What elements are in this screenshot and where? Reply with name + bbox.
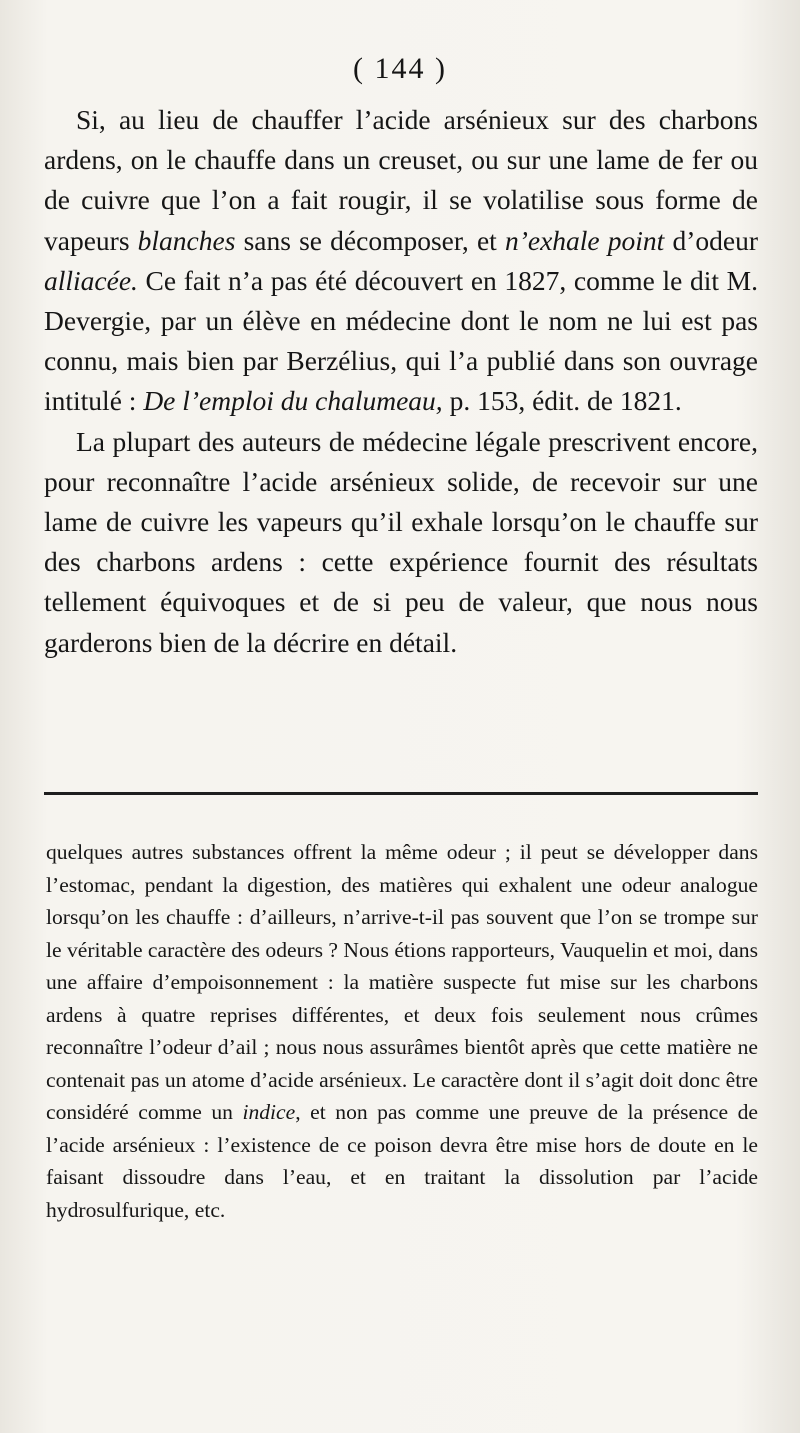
- paragraph-1-italic-blanches: blanches: [137, 224, 236, 256]
- paragraph-1-italic-book-title: De l’emploi du chalumeau,: [143, 385, 443, 417]
- paragraph-1-text-2: sans se décomposer, et: [235, 224, 505, 256]
- footnote: [46, 836, 758, 1226]
- page-number: ( 144 ): [353, 52, 447, 85]
- paragraph-1-italic-nexhale: n’exhale point: [504, 224, 665, 256]
- paragraph-1-text-4: Ce fait n’a pas été découvert en 1827, comme le dit M. Devergie, par un élève en médecine dont le nom ne lui est pas connu, mais bien par Berzélius, qui l’a publié dans son ouvrage intitulé :: [44, 264, 758, 417]
- paragraph-1-text-5: p. 153, édit. de 1821.: [442, 385, 682, 417]
- paragraph-1-text-1: Si, au lieu de chauffer l’acide arsénieux sur des charbons ardens, on le chauffe dans un creuset, ou sur une lame de fer ou de cuivre que l’on a fait rougir, il se volatilise sous forme de vapeurs: [44, 104, 758, 256]
- paragraph-1-text-3: d’odeur: [664, 224, 758, 256]
- footnote-text-2: , et non pas comme une preuve de la présence de l’acide arsénieux : l’existence de ce poison devra être mise hors de doute en le faisant dissoudre dans l’eau, et en traitant la dissolution par l’acide hydrosulfurique, etc.: [46, 1100, 758, 1222]
- footnote-paragraph: [46, 836, 758, 1226]
- footnote-text-1: quelques autres substances offrent la même odeur ; il peut se développer dans l’estomac, pendant la digestion, des matières qui exhalent une odeur analogue lorsqu’on les chauffe : d’ailleurs, n’arrive-t-il pas souvent que l’on se trompe sur le véritable caractère des odeurs ? Nous étions rapporteurs, Vauquelin et moi, dans une affaire d’empoisonnement : la matière suspecte fut mise sur les charbons ardens à quatre reprises différentes, et deux fois seulement nous crûmes reconnaître l’odeur d’ail ; nous nous assurâmes bientôt après que cette matière ne contenait pas un atome d’acide arsénieux. Le caractère dont il s’agit doit donc être considéré comme un: [46, 840, 758, 1124]
- paragraph-1: [44, 100, 758, 422]
- paragraph-1-italic-alliacee: alliacée.: [44, 264, 138, 296]
- footnote-divider: [44, 792, 758, 795]
- paragraph-2: La plupart des auteurs de médecine légale prescrivent encore, pour reconnaître l’acide arsénieux solide, de recevoir sur une lame de cuivre les vapeurs qu’il exhale lorsqu’on le chauffe sur des charbons ardens : cette expérience fournit des résultats tellement équivoques et de si peu de valeur, que nous nous garderons bien de la décrire en détail.: [44, 425, 758, 658]
- main-text: [44, 100, 758, 663]
- footnote-italic-indice: indice: [242, 1100, 296, 1124]
